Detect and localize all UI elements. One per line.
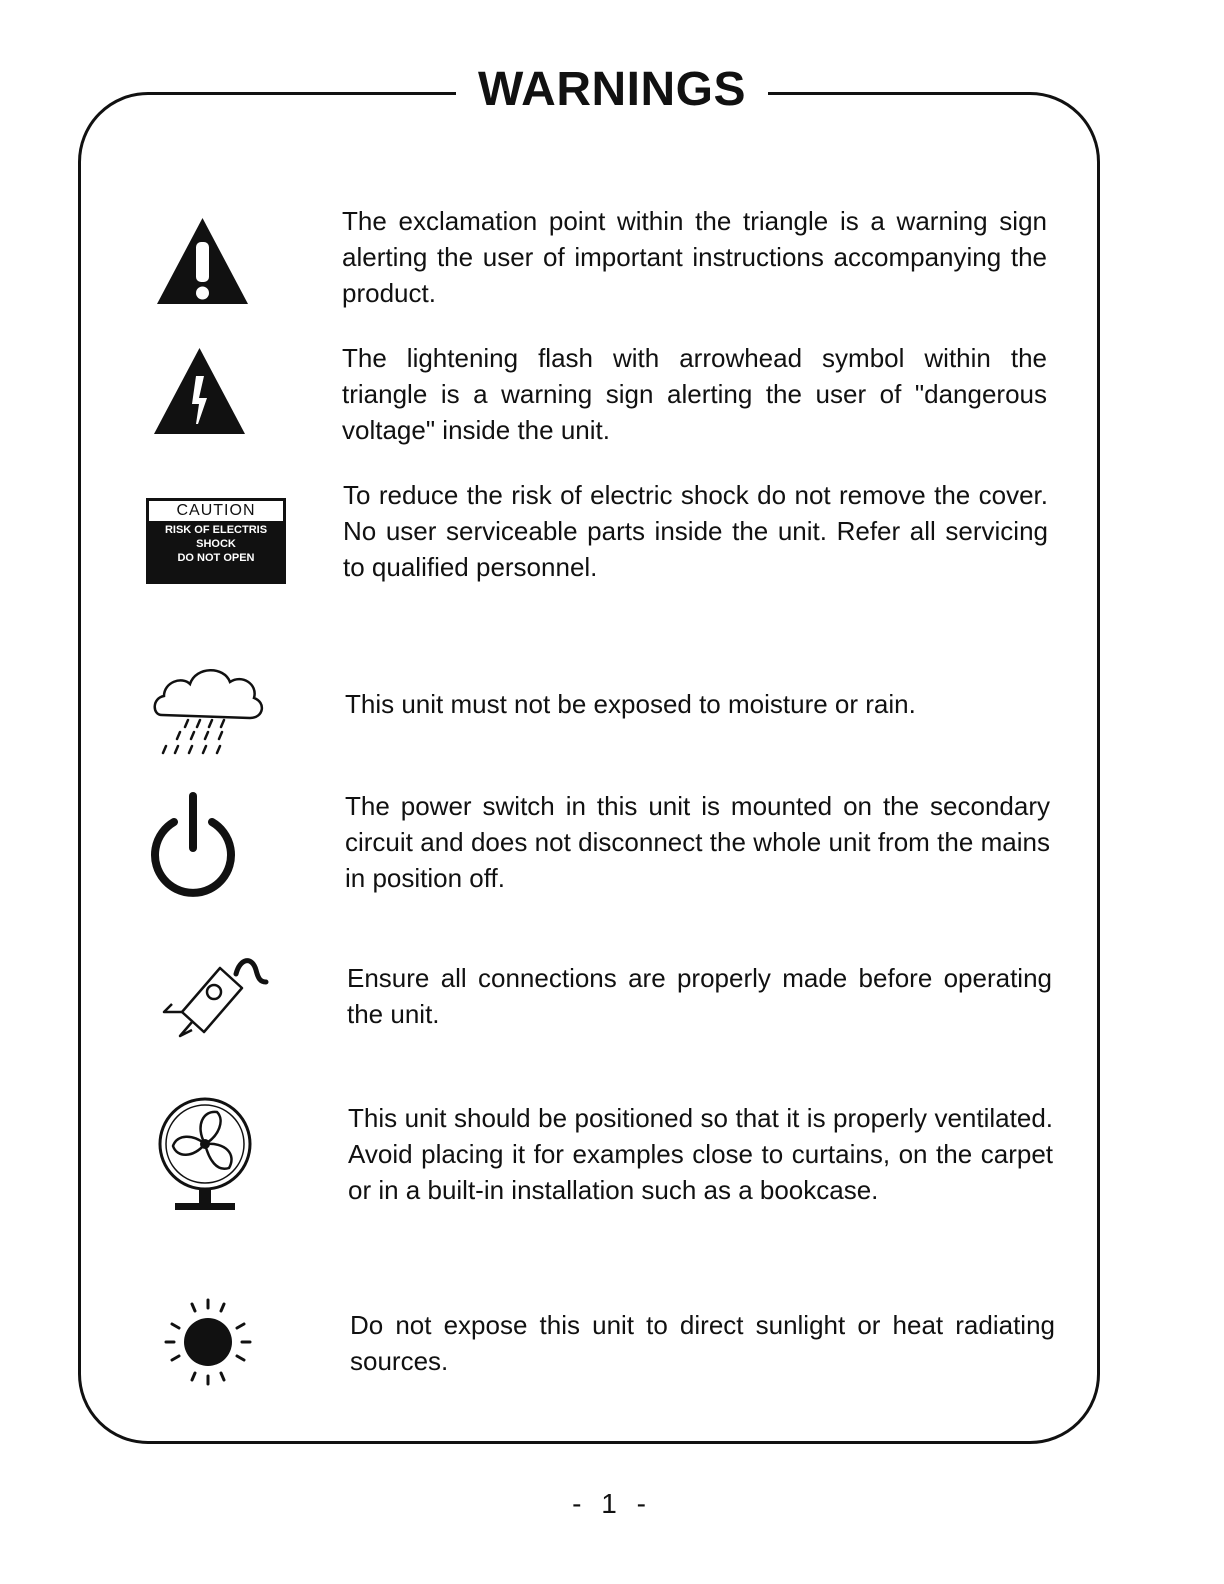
warning-text-ventilation: This unit should be positioned so that it is properly ventilated. Avoid placing it for examples close to curtains, on the carpet or in a built-in installation such as a bookcase. [348,1103,1053,1205]
power-icon [146,792,240,897]
caution-label-icon [146,498,286,584]
caution-label-line1: RISK OF ELECTRIS [164,524,268,536]
caution-label-heading: CAUTION [149,501,283,521]
warning-text-power: The power switch in this unit is mounted on the secondary circuit and does not disconnect the whole unit from the mains in position off. [345,791,1050,893]
plug-icon [152,950,272,1040]
warning-text-exclamation: The exclamation point within the triangle is a warning sign alerting the user of important instructions accompanying the product. [342,206,1047,308]
exclamation-triangle-icon [155,216,250,306]
rain-cloud-icon [150,660,265,760]
warning-text-connections: Ensure all connections are properly made before operating the unit. [347,963,1052,1029]
caution-label-line3: DO NOT OPEN [177,552,255,564]
warning-text-caution: To reduce the risk of electric shock do not remove the cover. No user serviceable parts inside the unit. Refer all servicing to qualified personnel. [343,480,1048,582]
page-title: WARNINGS [456,62,768,118]
page-number: - 1 - [572,1488,652,1519]
warning-text-moisture: This unit must not be exposed to moisture or rain. [345,689,916,719]
warning-text-sunlight: Do not expose this unit to direct sunlight or heat radiating sources. [350,1310,1055,1376]
caution-label-line2: SHOCK [196,538,236,550]
fan-icon [155,1096,255,1216]
warning-text-lightning: The lightening flash with arrowhead symbol within the triangle is a warning sign alerting the user of "dangerous voltage" inside the unit. [342,343,1047,445]
lightning-triangle-icon [152,346,247,436]
sun-icon [158,1292,258,1392]
